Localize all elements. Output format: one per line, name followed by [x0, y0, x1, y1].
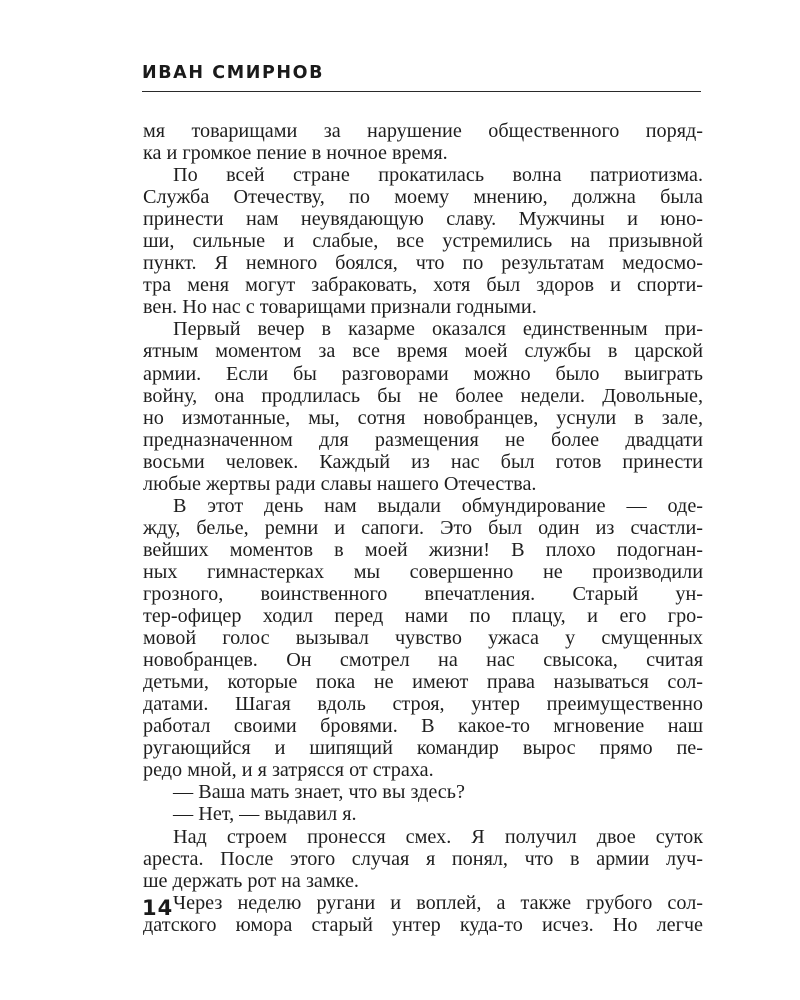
text-line: жду, белье, ремни и сапоги. Это был один из счастли-	[143, 516, 703, 539]
text-line: — Ваша мать знает, что вы здесь?	[173, 781, 465, 804]
text-line: ши, сильные и слабые, все устремились на призывной	[143, 230, 703, 253]
text-line: Служба Отечеству, по моему мнению, должна была	[143, 186, 703, 209]
text-line: — Нет, — выдавил я.	[173, 803, 357, 826]
text-line: работал своими бровями. В какое-то мгновение наш	[143, 715, 703, 738]
text-line: ка и громкое пение в ночное время.	[143, 142, 448, 165]
header-rule	[142, 91, 701, 92]
body-text	[143, 120, 703, 936]
text-line: По всей стране прокатилась волна патриотизма.	[173, 164, 703, 187]
text-line: ше держать рот на замке.	[143, 869, 359, 892]
text-line: любые жертвы ради славы нашего Отечества.	[143, 472, 537, 495]
text-line: ных гимнастерках мы совершенно не производили	[143, 560, 703, 583]
text-line: новобранцев. Он смотрел на нас свысока, считая	[143, 649, 703, 672]
text-line: В этот день нам выдали обмундирование — оде-	[173, 494, 703, 517]
text-line: ятным моментом за все время моей службы в царской	[143, 340, 703, 363]
text-line: Через неделю ругани и воплей, а также грубого сол-	[173, 891, 703, 914]
text-line: датского юмора старый унтер куда-то исчез. Но легче	[143, 913, 703, 936]
text-line: детьми, которые пока не имеют права называться сол-	[143, 671, 703, 694]
text-line: тер-офицер ходил перед нами по плацу, и его гро-	[143, 605, 703, 628]
text-line: Над строем пронесся смех. Я получил двое суток	[173, 825, 703, 848]
text-line: вейших моментов в моей жизни! В плохо подогнан-	[143, 538, 703, 561]
text-line: восьми человек. Каждый из нас был готов принести	[143, 450, 703, 473]
text-line: ареста. После этого случая я понял, что в армии луч-	[143, 847, 703, 870]
running-head-author: ИВАН СМИРНОВ	[142, 63, 325, 83]
page-header	[142, 62, 701, 92]
page-number: 14	[142, 896, 174, 920]
text-line: предназначенном для размещения не более двадцати	[143, 428, 703, 451]
text-line: Первый вечер в казарме оказался единственным при-	[173, 318, 703, 341]
text-line: датами. Шагая вдоль строя, унтер преимущественно	[143, 693, 703, 716]
text-line: мовой голос вызывал чувство ужаса у смущенных	[143, 627, 703, 650]
text-line: редо мной, и я затрясся от страха.	[143, 759, 434, 782]
text-line: войну, она продлилась бы не более недели. Довольные,	[143, 384, 703, 407]
text-line: но измотанные, мы, сотня новобранцев, уснули в зале,	[143, 406, 703, 429]
text-line: мя товарищами за нарушение общественного поряд-	[143, 120, 703, 142]
text-line: армии. Если бы разговорами можно было выиграть	[143, 362, 703, 385]
text-line: ругающийся и шипящий командир вырос прямо пе-	[143, 737, 703, 760]
text-line: тра меня могут забраковать, хотя был здоров и спорти-	[143, 274, 703, 297]
text-line: вен. Но нас с товарищами признали годными.	[143, 296, 537, 319]
text-line: принести нам неувядающую славу. Мужчины и юно-	[143, 208, 703, 231]
text-line: грозного, воинственного впечатления. Старый ун-	[143, 582, 703, 605]
text-line: пункт. Я немного боялся, что по результатам медосмо-	[143, 252, 703, 275]
